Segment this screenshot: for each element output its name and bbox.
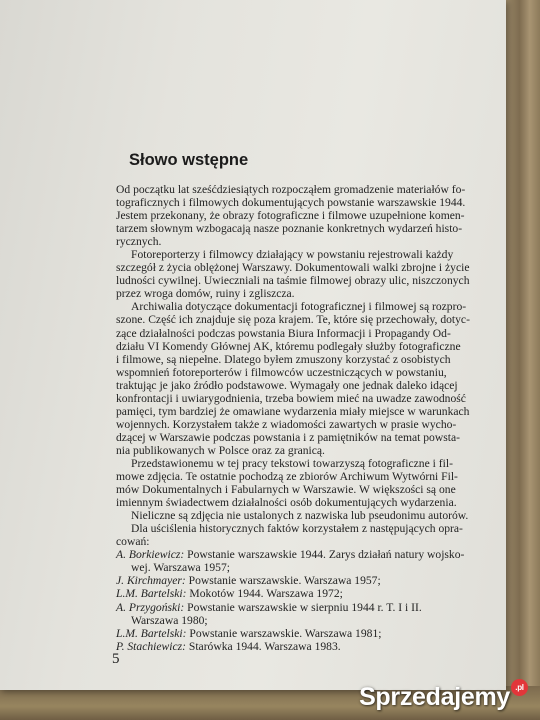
text-line: traktując je jako źródło podstawowe. Wymagały one jednak daleko idącej [116, 378, 458, 392]
text-line: ludności cywilnej. Uwieczniali na taśmie filmowej obrazy ulic, niszczonych [116, 274, 470, 288]
text-line: szczegół z życia oblężonej Warszawy. Dokumentowali walki zbrojne i życie [116, 261, 470, 275]
text-line: szone. Część ich znajduje się poza krajem. Te, które się przechowały, dotyc- [116, 313, 470, 327]
reference-line [116, 587, 513, 600]
text-line: i filmowe, są niepełne. Dlatego byłem zmuszony korzystać z osobistych [116, 352, 451, 366]
reference-line [116, 561, 513, 574]
section-heading: Słowo wstępne [129, 151, 249, 169]
text-line: przez wroga domów, ruiny i zgliszcza. [116, 287, 295, 301]
watermark-brand: Sprzedajemy [359, 683, 510, 711]
reference-author: P. Stachiewicz: [116, 639, 186, 653]
reference-text: Warszawa 1980; [131, 613, 208, 627]
text-line: zące działalności podczas powstania Biura Informacji i Propagandy Od- [116, 326, 451, 340]
reference-line [116, 627, 513, 640]
text-line: Archiwalia dotyczące dokumentacji fotograficznej i filmowej są rozpro- [131, 300, 467, 314]
text-line: Fotoreporterzy i filmowcy działający w powstaniu rejestrowali każdy [131, 248, 454, 262]
page-number: 5 [112, 651, 120, 667]
body-text [116, 183, 513, 653]
reference-author: A. Borkiewicz: [116, 548, 185, 562]
reference-line [116, 640, 513, 653]
reference-line [116, 574, 513, 587]
reference-line [116, 601, 513, 614]
text-line: dzącej w Warszawie podczas powstania i z pamiętników na temat powsta- [116, 430, 460, 444]
reference-author: A. Przygoński: [116, 600, 185, 614]
reference-line [116, 614, 513, 627]
reference-text: Powstanie warszawskie 1944. Zarys działań natury wojsko- [184, 548, 465, 562]
text-line: działu VI Komendy Głównej AK, któremu podlegały służby fotograficzne [116, 339, 461, 353]
text-line: konfrontacji i uwiarygodnienia, trzeba bowiem mieć na uwadze zawodność [116, 391, 466, 405]
text-line: nia publikowanych w Polsce oraz za granicą. [116, 443, 325, 457]
text-line: Od początku lat sześćdziesiątych rozpocząłem gromadzenie materiałów fo- [116, 183, 466, 196]
text-line: pamięci, tym bardziej że omawiane wydarzenia miały miejsce w warunkach [116, 404, 470, 418]
reference-text: Starówka 1944. Warszawa 1983. [185, 639, 341, 653]
text-line: tarzem słownym wzbogacają nasze poznanie konkretnych wydarzeń histo- [116, 222, 463, 236]
text-line: imiennym świadectwem działalności osób dokumentujących wydarzenia. [116, 496, 457, 510]
text-line: Dla uściślenia historycznych faktów korzystałem z następujących opra- [131, 522, 463, 536]
reference-text: Mokotów 1944. Warszawa 1972; [186, 587, 343, 601]
text-line: tograficznych i filmowych dokumentujących powstanie warszawskie 1944. [116, 196, 466, 210]
text-line: Jestem przekonany, że obrazy fotograficzne i filmowe uzupełnione komen- [116, 209, 465, 223]
text-line: rycznych. [116, 235, 162, 249]
reference-line [116, 548, 513, 561]
text-line: wspomnień fotoreporterów i filmowców uczestniczących w powstaniu, [116, 365, 447, 379]
reference-text: Powstanie warszawskie. Warszawa 1981; [186, 626, 382, 640]
watermark-logo [359, 683, 528, 712]
text-line: mowe zdjęcia. Te ostatnie pochodzą ze zbiorów Archiwum Wytwórni Fil- [116, 470, 458, 484]
reference-author: L.M. Bartelski: [116, 587, 187, 601]
reference-text: Powstanie warszawskie. Warszawa 1957; [185, 574, 381, 588]
text-line: wojennych. Korzystałem także z wiadomości zawartych w prasie wycho- [116, 417, 457, 431]
text-line: Przedstawionemu w tej pracy tekstowi towarzyszą fotograficzne i fil- [131, 456, 453, 470]
reference-author: L.M. Bartelski: [116, 626, 187, 640]
text-line: Nieliczne są zdjęcia nie ustalonych z nazwiska lub pseudonimu autorów. [131, 509, 469, 523]
reference-author: J. Kirchmayer: [116, 574, 186, 588]
text-line: mów Dokumentalnych i Fabularnych w Warszawie. W większości są one [116, 483, 456, 497]
text-line: cowań: [116, 535, 150, 549]
watermark-badge: .pl [511, 679, 528, 696]
reference-text: Powstanie warszawskie w sierpniu 1944 r. T. I i II. [184, 600, 422, 614]
reference-text: wej. Warszawa 1957; [131, 561, 230, 575]
